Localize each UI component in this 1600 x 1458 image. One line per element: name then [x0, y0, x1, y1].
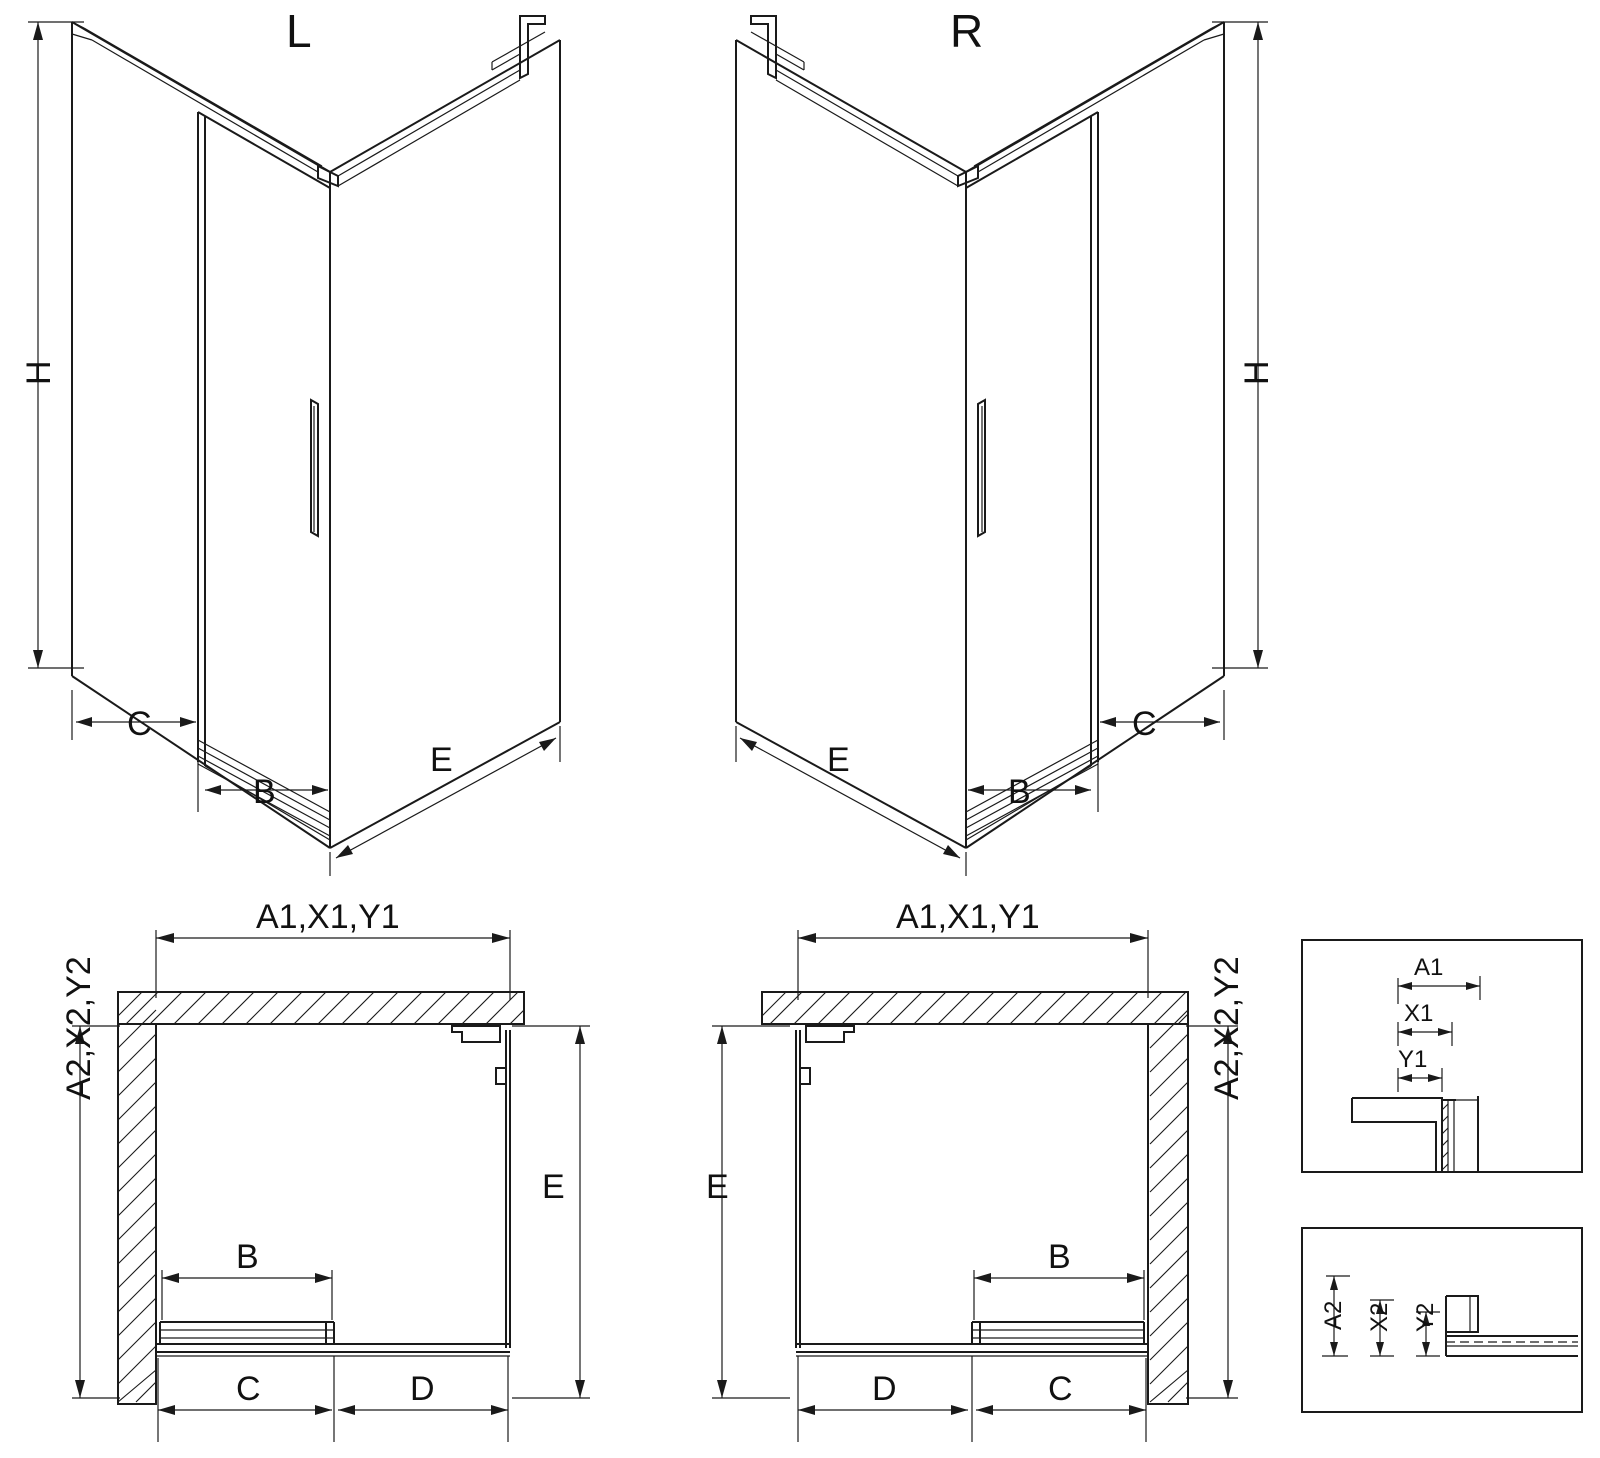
plan-right-label-c: C [1048, 1370, 1073, 1408]
plan-left-label-side: A2,X2,Y2 [60, 956, 98, 1100]
detail-top-label-y1: Y1 [1398, 1046, 1428, 1073]
iso-left-label-c: C [127, 705, 152, 743]
plan-left-label-c: C [236, 1370, 261, 1408]
plan-right-label-b: B [1048, 1238, 1071, 1276]
plan-left-view [72, 930, 590, 1442]
plan-right-label-d: D [872, 1370, 897, 1408]
plan-left-label-top: A1,X1,Y1 [256, 898, 400, 936]
iso-right-label-h: H [1238, 360, 1276, 385]
plan-left-label-d: D [410, 1370, 435, 1408]
iso-right-view [736, 16, 1268, 876]
plan-right-label-side: A2,X2,Y2 [1208, 956, 1246, 1100]
detail-bottom-label-a2: A2 [1320, 1300, 1347, 1330]
plan-right-label-e: E [706, 1168, 729, 1206]
iso-right-label-c: C [1132, 705, 1157, 743]
detail-bottom-label-x2: X2 [1366, 1302, 1393, 1332]
plan-left-label-e: E [542, 1168, 565, 1206]
detail-bottom-label-y2: Y2 [1412, 1302, 1439, 1332]
iso-left-label-b: B [253, 773, 276, 811]
plan-right-view [712, 930, 1238, 1442]
detail-top-label-a1: A1 [1414, 954, 1444, 981]
iso-right-label-b: B [1008, 773, 1031, 811]
iso-left-label-h: H [20, 360, 58, 385]
title-right: R [950, 5, 984, 57]
iso-left-view [28, 16, 560, 876]
plan-left-label-b: B [236, 1238, 259, 1276]
plan-right-label-top: A1,X1,Y1 [896, 898, 1040, 936]
detail-top-label-x1: X1 [1404, 1000, 1434, 1027]
title-left: L [286, 5, 312, 57]
iso-left-label-e: E [430, 741, 453, 779]
iso-right-label-e: E [827, 741, 850, 779]
